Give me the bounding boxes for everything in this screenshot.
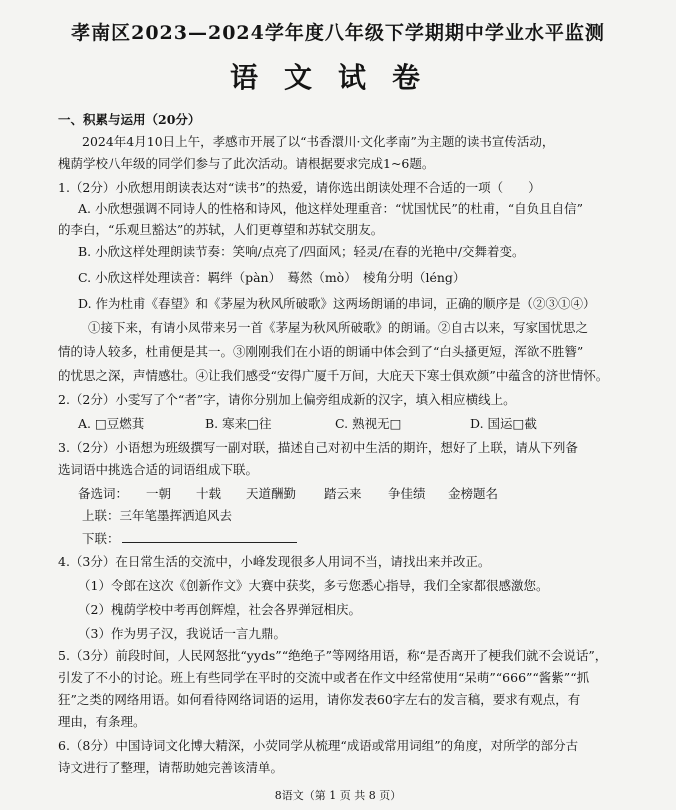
q1-stem: 1.（2分）小欣想用朗读表达对“读书”的热爱，请你选出朗读处理不合适的一项（ ）	[58, 180, 541, 195]
page-footer: 8语文（第 1 页 共 8 页）	[274, 789, 402, 802]
q5-line-2: 引发了不小的讨论。班上有些同学在平时的交流中或者在作文中经常使用“呆萌”“666”“酱紫”“抓	[58, 670, 590, 685]
q3-option-word: 争佳绩	[388, 486, 426, 501]
q3-option-word: 十载	[196, 486, 222, 501]
intro-line-1: 2024年4月10日上午，孝感市开展了以“书香澴川·文化孝南”为主题的读书宣传活动，	[82, 134, 555, 149]
q1-option-d-line2: ①接下来，有请小凤带来另一首《茅屋为秋风所破歌》的朗诵。②自古以来，写家国忧思之	[88, 320, 589, 335]
q3-stem-line2: 选词语中挑选合适的词语组成下联。	[58, 462, 259, 477]
exam-subject-title: 语文试卷	[229, 61, 446, 94]
q2-option-d: D. 国运□截	[470, 416, 537, 431]
q1-option-a-line1: A. 小欣想强调不同诗人的性格和诗风，他这样处理重音：“忧国忧民”的杜甫，“自负且自信”	[78, 201, 584, 216]
exam-header-title: 孝南区2023—2024学年度八年级下学期期中学业水平监测	[71, 22, 605, 44]
q4-stem: 4.（3分）在日常生活的交流中，小峰发现很多人用词不当，请找出来并改正。	[58, 554, 491, 569]
q3-option-word: 一朝	[146, 486, 172, 501]
q1-option-d-line4: 的忧思之深，声情感壮。④让我们感受“安得广厦千万间，大庇天下寒士俱欢颜”中蕴含的济世情怀。	[58, 368, 609, 383]
q6-line-2: 诗文进行了整理，请帮助她完善该清单。	[58, 760, 284, 775]
q1-option-b: B. 小欣这样处理朗读节奏：笑响/点亮了/四面风；轻灵/在春的光艳中/交舞着变。	[78, 244, 525, 259]
q6-line-1: 6.（8分）中国诗词文化博大精深，小荧同学从梳理“成语或常用词组”的角度，对所学的部分古	[58, 738, 579, 753]
q1-option-c: C. 小欣这样处理读音：羁绊（pàn） 蓦然（mò） 棱角分明（léng）	[78, 270, 466, 285]
q1-option-d-line3: 情的诗人较多，杜甫便是其一。③刚刚我们在小语的朗诵中体会到了“白头搔更短，浑欲不胜簪”	[58, 344, 584, 359]
q1-option-d-line1: D. 作为杜甫《春望》和《茅屋为秋风所破歌》这两场朗诵的串词，正确的顺序是（②③①④）	[78, 296, 596, 311]
q3-options-label: 备选词：	[78, 486, 129, 501]
section-heading: 一、积累与运用（20分）	[58, 112, 201, 127]
q5-line-1: 5.（3分）前段时间，人民网怒批“yyds”“绝绝子”等网络用语，称“是否离开了梗我们就不会说话”，	[58, 648, 608, 663]
q4-sentence-1: （1）令郎在这次《创新作文》大赛中获奖，多亏您悉心指导，我们全家都很感激您。	[78, 578, 549, 593]
q3-option-word: 金榜题名	[448, 486, 499, 501]
q4-sentence-2: （2）槐荫学校中考再创辉煌，社会各界弹冠相庆。	[78, 602, 361, 617]
q2-option-b: B. 寒来□往	[205, 416, 272, 431]
q1-option-a-line2: 的李白，“乐观旦豁达”的苏轼，人们更尊望和苏轼交朋友。	[58, 222, 384, 237]
q3-stem-line1: 3.（2分）小语想为班级撰写一副对联，描述自己对初中生活的期许，想好了上联，请从下列备	[58, 440, 578, 455]
q3-option-word: 天道酬勤	[246, 486, 297, 501]
q3-option-word: 踏云来	[324, 486, 362, 501]
intro-line-2: 槐荫学校八年级的同学们参与了此次活动。请根据要求完成1~6题。	[58, 156, 435, 171]
q3-lower-couplet	[82, 530, 297, 547]
q3-answer-blank[interactable]	[122, 530, 297, 543]
q2-stem: 2.（2分）小雯写了个“者”字，请你分别加上偏旁组成新的汉字，填入相应横线上。	[58, 392, 516, 407]
q5-line-4: 理由，有条理。	[58, 714, 146, 729]
q5-line-3: 狂”之类的网络用语。如何看待网络词语的运用，请你发表60字左右的发言稿，要求有观点，有	[58, 692, 581, 707]
q2-option-c: C. 熟视无□	[335, 416, 402, 431]
q2-option-a: A. □豆燃萁	[78, 416, 145, 431]
q3-lower-label: 下联：	[82, 531, 120, 546]
q4-sentence-3: （3）作为男子汉，我说话一言九鼎。	[78, 626, 286, 641]
q3-upper-couplet: 上联：三年笔墨挥洒追风去	[82, 508, 233, 523]
